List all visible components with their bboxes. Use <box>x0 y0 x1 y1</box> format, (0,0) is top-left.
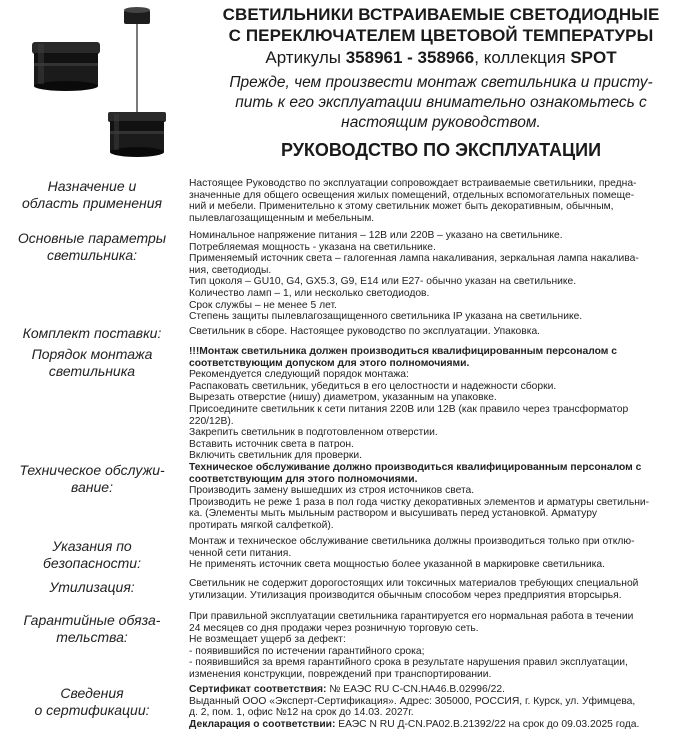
manual-title: РУКОВОДСТВО ПО ЭКСПЛУАТАЦИИ <box>280 140 602 160</box>
title-line-1: СВЕТИЛЬНИКИ ВСТРАИВАЕМЫЕ СВЕТОДИОДНЫЕ <box>222 5 660 24</box>
section-text: Сертификат соответствия: № ЕАЭС RU C-CN.НА46.В.02996/22. Выданный ООО «Эксперт-Сертификация». Адрес: 305000, РОССИЯ, г. Курск, ул. Уфимцева, д. 2, пом. 1, офис №12 на срок до 14.03. 2027г. Декларация о соответствии: ЕАЭС N RU Д-CN.РА02.В.21392/22 на срок до 09.03.2025 года. <box>189 684 681 730</box>
section-label: Основные параметры светильника: <box>17 230 167 263</box>
section-label: Сведения о сертификации: <box>34 685 150 718</box>
section-text: !!!Монтаж светильника должен производиться квалифицированным персоналом с соответствующим допуском для этого полномочиями. Рекомендуется следующий порядок монтажа: Распаковать светильник, убедиться в его целостности и надежности сборки. Вырезать отверстие (нишу) диаметром, указанным на упаковке. Присоедините светильник к сети питания 220В или 12В (как правило через трансформатор 220/12В). Закрепить светильник в подготовленном отверстии. Вставить источник света в патрон. Включить светильник для проверки. <box>189 346 629 462</box>
surface-fixture-illustration <box>32 42 100 91</box>
preface-note: Прежде, чем произвести монтаж светильника и присту- пить к его эксплуатации внимательно ознакомьтесь с настоящим руководством. <box>229 74 653 131</box>
section-text: Техническое обслуживание должно производиться квалифицированным персоналом с соответствующим для этого полномочиями. Производить замену вышедших из строя источников света. Производить не реже 1 раза в пол года чистку декоративных элементов и арматуры светильни- ка. (Элементы мыть мыльным раствором и высушивать перед установкой. Арматуру протирать мягкой салфеткой). <box>189 462 650 531</box>
section-label: Порядок монтажа светильника <box>31 346 153 379</box>
section-label: Назначение и область применения <box>21 178 163 211</box>
articles-line: Артикулы 358961 - 358966, коллекция SPOT <box>265 48 617 67</box>
document-header <box>196 4 686 161</box>
declaration-line: Декларация о соответствии: ЕАЭС N RU Д-CN.РА02.В.21392/22 на срок до 09.03.2025 года. <box>189 718 640 730</box>
section-text: Номинальное напряжение питания – 12В или 220В – указано на светильнике. Потребляемая мощность - указана на светильнике. Применяемый источник света – галогенная лампа накаливания, зеркальная лампа накалива- ния, светодиоды. Тип цоколя – GU10, G4, GX5.3, G9, E14 или E27- обычно указан на светильнике. Количество ламп – 1, или несколько светодиодов. Срок службы – не менее 5 лет. Степень защиты пылевлагозащищенного светильника IP указана на светильнике. <box>189 230 639 323</box>
section-text: Светильник не содержит дорогостоящих или токсичных материалов требующих специальной утилизации. Утилизация производится обычным способом через предприятия вторсырья. <box>189 578 639 601</box>
section-text: Светильник в сборе. Настоящее руководство по эксплуатации. Упаковка. <box>189 326 541 337</box>
pendant-fixture-illustration <box>108 7 166 157</box>
section-text: Монтаж и техническое обслуживание светильника должны производиться только при отклю- ченной сети питания. Не применять источник света мощностью более указанной в маркировке светильника. <box>189 536 635 571</box>
section-label: Указания по безопасности: <box>43 538 141 571</box>
section-text: Настоящее Руководство по эксплуатации сопровождает встраиваемые светильники, предна- значенные для общего освещения жилых помещений, отдельных вспомогательных помеще- ний и мебели. Применительно к этому светильник может быть декоративным, обычным, пылевлагозащищенным и мебельным. <box>189 178 637 224</box>
section-label: Гарантийные обяза- тельства: <box>23 612 161 645</box>
title-line-2: С ПЕРЕКЛЮЧАТЕЛЕМ ЦВЕТОВОЙ ТЕМПЕРАТУРЫ <box>228 26 654 45</box>
section-label: Утилизация: <box>49 579 135 595</box>
section-label: Комплект поставки: <box>22 325 162 341</box>
section-text: При правильной эксплуатации светильника гарантируется его нормальная работа в течении 24 месяцев со дня продажи через розничную торговую сеть. Не возмещает ущерб за дефект: - появившийся по истечении гарантийного срока; - появившийся за время гарантийного срока в результате нарушения правил эксплуатации, изменения конструкции, повреждений при транспортировании. <box>189 611 634 680</box>
section-label: Техническое обслужи- вание: <box>19 462 165 495</box>
product-image <box>12 0 197 170</box>
certificate-line: Сертификат соответствия: № ЕАЭС RU C-CN.НА46.В.02996/22. <box>189 684 505 695</box>
